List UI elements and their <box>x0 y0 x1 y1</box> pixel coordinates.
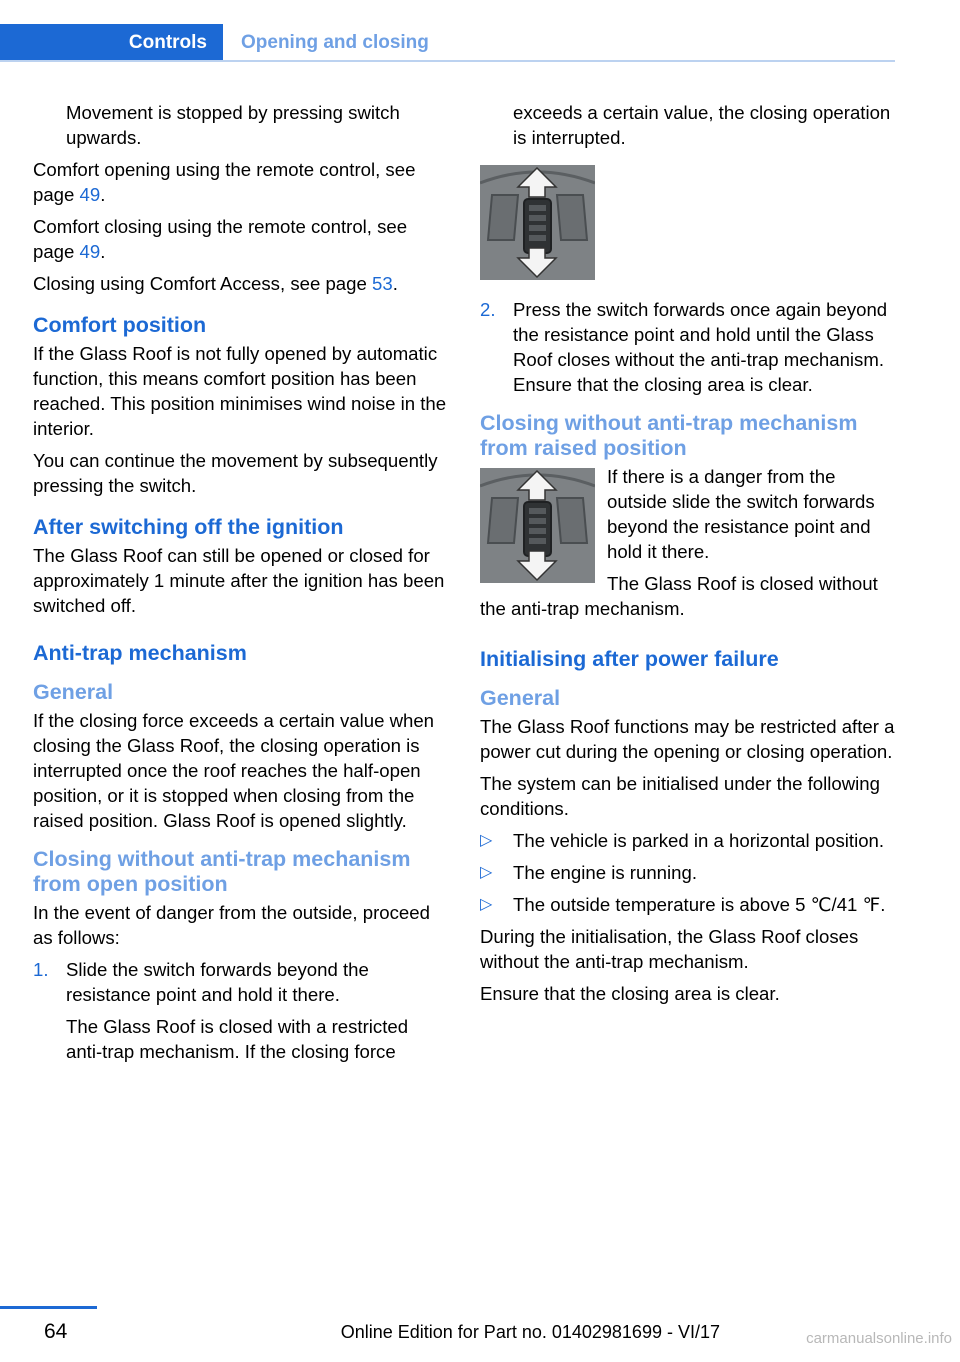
page-number: 64 <box>44 1320 68 1343</box>
triangle-bullet-icon: ▷ <box>480 832 493 849</box>
comfort-open-text: Comfort opening using the remote control, see page <box>33 159 416 205</box>
edition-text: Online Edition for Part no. 01402981699 - VI/17 <box>340 1322 720 1342</box>
heading-raised-position: Closing without anti-trap mechanism from raised position <box>480 411 858 460</box>
comfort-open-ref: Comfort opening using the remote control, see page 49. <box>33 159 416 205</box>
header-rule <box>0 60 895 62</box>
header-tabs <box>0 24 895 62</box>
list-item <box>480 892 898 917</box>
raised-text-2: The Glass Roof is closed without the anti-trap mechanism. <box>480 573 878 619</box>
step-1 <box>33 957 448 1064</box>
heading-power-failure: Initialising after power failure <box>480 647 779 671</box>
raised-text-1: If there is a danger from the outside slide the switch forwards beyond the resistance point and hold it there. <box>607 466 875 562</box>
step-1-subtext: The Glass Roof is closed with a restricted anti-trap mechanism. If the closing force <box>66 1016 409 1062</box>
stop-text: Movement is stopped by pressing switch upwards. <box>66 102 400 148</box>
heading-comfort-position: Comfort position <box>33 313 207 337</box>
danger-text: In the event of danger from the outside, proceed as follows: <box>33 902 430 948</box>
comfort-close-ref: Comfort closing using the remote control, see page 49. <box>33 216 408 262</box>
heading-general-2: General <box>480 686 561 710</box>
footer-rule <box>0 1306 97 1309</box>
roof-switch-figure-icon <box>480 468 595 583</box>
power-text-4: Ensure that the closing area is clear. <box>480 983 780 1004</box>
heading-general: General <box>33 680 114 704</box>
power-text-1: The Glass Roof functions may be restricted after a power cut during the opening or closing operation. <box>480 716 895 762</box>
list-item <box>480 828 898 853</box>
triangle-bullet-icon: ▷ <box>480 864 493 881</box>
heading-anti-trap: Anti-trap mechanism <box>33 641 247 665</box>
step-2-number: 2. <box>480 299 496 320</box>
step-2-text: Press the switch forwards once again beyond the resistance point and hold until the Glass Roof closes without the anti-trap mechanism. Ensure that the closing area is clear. <box>513 299 888 395</box>
heading-after-ignition: After switching off the ignition <box>33 515 344 539</box>
list-item <box>480 860 898 885</box>
left-column <box>33 100 448 1071</box>
power-text-3: During the initialisation, the Glass Roof closes without the anti-trap mechanism. <box>480 926 859 972</box>
ignition-text: The Glass Roof can still be opened or closed for approximately 1 minute after the ignition has been switched off. <box>33 545 445 616</box>
heading-open-position: Closing without anti-trap mechanism from open position <box>33 847 411 896</box>
comfort-close-text: Comfort closing using the remote control, see page <box>33 216 408 262</box>
power-text-2: The system can be initialised under the following conditions. <box>480 773 880 819</box>
raised-position-block <box>480 464 898 628</box>
roof-switch-figure-icon <box>480 165 595 280</box>
tab-controls[interactable]: Controls <box>0 24 223 62</box>
comfort-text-2: You can continue the movement by subsequently pressing the switch. <box>33 450 438 496</box>
watermark: carmanualsonline.info <box>806 1330 952 1347</box>
continued-text: exceeds a certain value, the closing operation is interrupted. <box>513 102 891 148</box>
triangle-bullet-icon: ▷ <box>480 896 493 913</box>
step-2 <box>480 297 898 397</box>
step-1-number: 1. <box>33 959 49 980</box>
comfort-text-1: If the Glass Roof is not fully opened by automatic function, this means comfort position has been reached. This position minimises wind noise in the interior. <box>33 343 447 439</box>
bullet-text: The engine is running. <box>513 862 697 883</box>
right-column <box>480 100 898 1013</box>
page-link-49-open[interactable]: 49 <box>79 184 101 205</box>
page-link-49-close[interactable]: 49 <box>79 241 101 262</box>
step-1-text: Slide the switch forwards beyond the resistance point and hold it there. <box>66 959 369 1005</box>
bullet-text: The vehicle is parked in a horizontal position. <box>513 830 885 851</box>
general-text: If the closing force exceeds a certain value when closing the Glass Roof, the closing operation is interrupted once the roof reaches the half-open position, or it is stopped when closing from the raised position. Glass Roof is opened slightly. <box>33 710 435 831</box>
comfort-access-ref: Closing using Comfort Access, see page 53. <box>33 273 398 294</box>
page-link-53[interactable]: 53 <box>372 273 393 294</box>
tab-opening-and-closing[interactable]: Opening and closing <box>241 32 429 53</box>
comfort-access-text: Closing using Comfort Access, see page <box>33 273 372 294</box>
bullet-text: The outside temperature is above 5 ℃/41 ℉. <box>513 894 886 915</box>
